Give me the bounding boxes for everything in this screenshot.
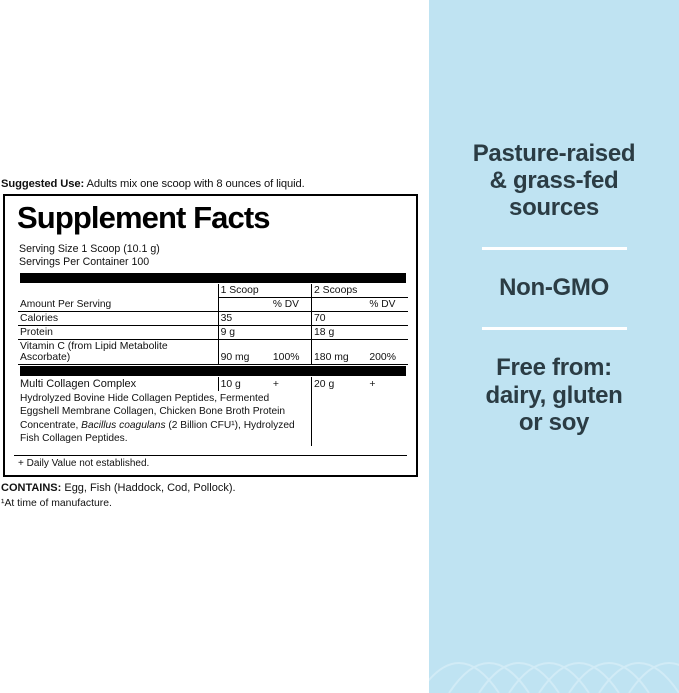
nutrient-value-1: 9 g (218, 326, 271, 340)
amount-per-serving-label: Amount Per Serving (18, 298, 218, 312)
spacer-cell (18, 284, 218, 298)
nutrient-name: Protein (18, 326, 218, 340)
complex-name: Multi Collagen Complex (20, 378, 137, 390)
claims-divider (482, 327, 627, 330)
nutrient-value-2: 18 g (312, 326, 368, 340)
nutrient-dv-1 (271, 312, 312, 326)
scoop-header-row (18, 284, 408, 298)
nutrient-dv-1: 100% (271, 340, 312, 365)
dv-header-1: % DV (271, 298, 312, 312)
contains-line (1, 482, 236, 494)
suggested-use-line (1, 178, 421, 190)
claim-non-gmo: Non-GMO (499, 274, 609, 302)
nutrient-value-2: 180 mg (312, 340, 368, 365)
ingredients-text (18, 391, 312, 446)
nutrient-value-1: 90 mg (218, 340, 271, 365)
column-header-2-scoops: 2 Scoops (312, 284, 408, 298)
servings-per-container: Servings Per Container 100 (19, 255, 150, 268)
nutrient-value-1: 35 (218, 312, 271, 326)
table-top-bar-row (18, 272, 408, 284)
nutrient-name: Vitamin C (from Lipid Metabolite Ascorbate) (18, 340, 218, 365)
table-row (18, 326, 408, 340)
serving-size: Serving Size 1 Scoop (10.1 g) (19, 242, 160, 255)
contains-text: Egg, Fish (Haddock, Cod, Pollock). (61, 482, 236, 494)
ingredients-spacer-1 (312, 391, 368, 446)
dv-header-2: % DV (367, 298, 408, 312)
footnote-divider (14, 455, 407, 456)
nutrient-name: Calories (18, 312, 218, 326)
ingredients-row (18, 391, 408, 446)
nutrient-value-2: 70 (312, 312, 368, 326)
table-row (18, 312, 408, 326)
table-top-bar (18, 272, 408, 284)
ingredients-line-2b: Bacillus coagulans (81, 419, 166, 431)
ingredients-line-2a: Collagen, Chicken Bone Broth Protein Concentrate, (20, 406, 286, 431)
claim-pasture-raised: Pasture-raised & grass-fed sources (472, 140, 636, 222)
nutrient-dv-2: 200% (367, 340, 408, 365)
supplement-facts-box (3, 194, 418, 477)
claim-free-from: Free from: dairy, gluten or soy (485, 354, 623, 436)
suggested-use-label: Suggested Use: (1, 178, 85, 190)
decorative-pattern-icon (429, 563, 679, 693)
spacer-dv-1 (218, 298, 271, 312)
claims-divider (482, 247, 627, 250)
complex-dv-1: + (272, 379, 279, 390)
ingredients-line-3: (2 Billion CFU¹), Hydrolyzed Fish Collagen Peptides. (20, 419, 295, 444)
suggested-use-text: Adults mix one scoop with 8 ounces of liquid. (84, 178, 305, 190)
ingredients-line-1: Hydrolyzed Bovine Hide Collagen Peptides, Fermented Eggshell Membrane (20, 393, 270, 418)
claims-list (429, 140, 679, 436)
ingredients-spacer-2 (367, 391, 408, 446)
contains-label: CONTAINS: (1, 482, 62, 494)
nutrient-dv-2 (367, 312, 408, 326)
complex-value-2: 20 g (312, 377, 368, 391)
column-header-1-scoop: 1 Scoop (218, 284, 311, 298)
table-mid-bar-row (18, 365, 408, 378)
complex-value-1: 10 g (218, 377, 271, 391)
claims-panel (429, 0, 679, 693)
serving-info (19, 243, 416, 269)
table-mid-bar (18, 365, 408, 378)
daily-value-footnote: + Daily Value not established. (18, 458, 150, 469)
spacer-dv-2 (312, 298, 368, 312)
amount-per-serving-row (18, 298, 408, 312)
table-row (18, 340, 408, 365)
complex-dv-2: + (369, 379, 376, 390)
manufacture-note: ¹At time of manufacture. (1, 498, 112, 509)
nutrition-table (18, 272, 408, 446)
complex-row (18, 377, 408, 391)
nutrient-dv-2 (367, 326, 408, 340)
nutrient-dv-1 (271, 326, 312, 340)
supplement-facts-title: Supplement Facts (17, 200, 270, 235)
